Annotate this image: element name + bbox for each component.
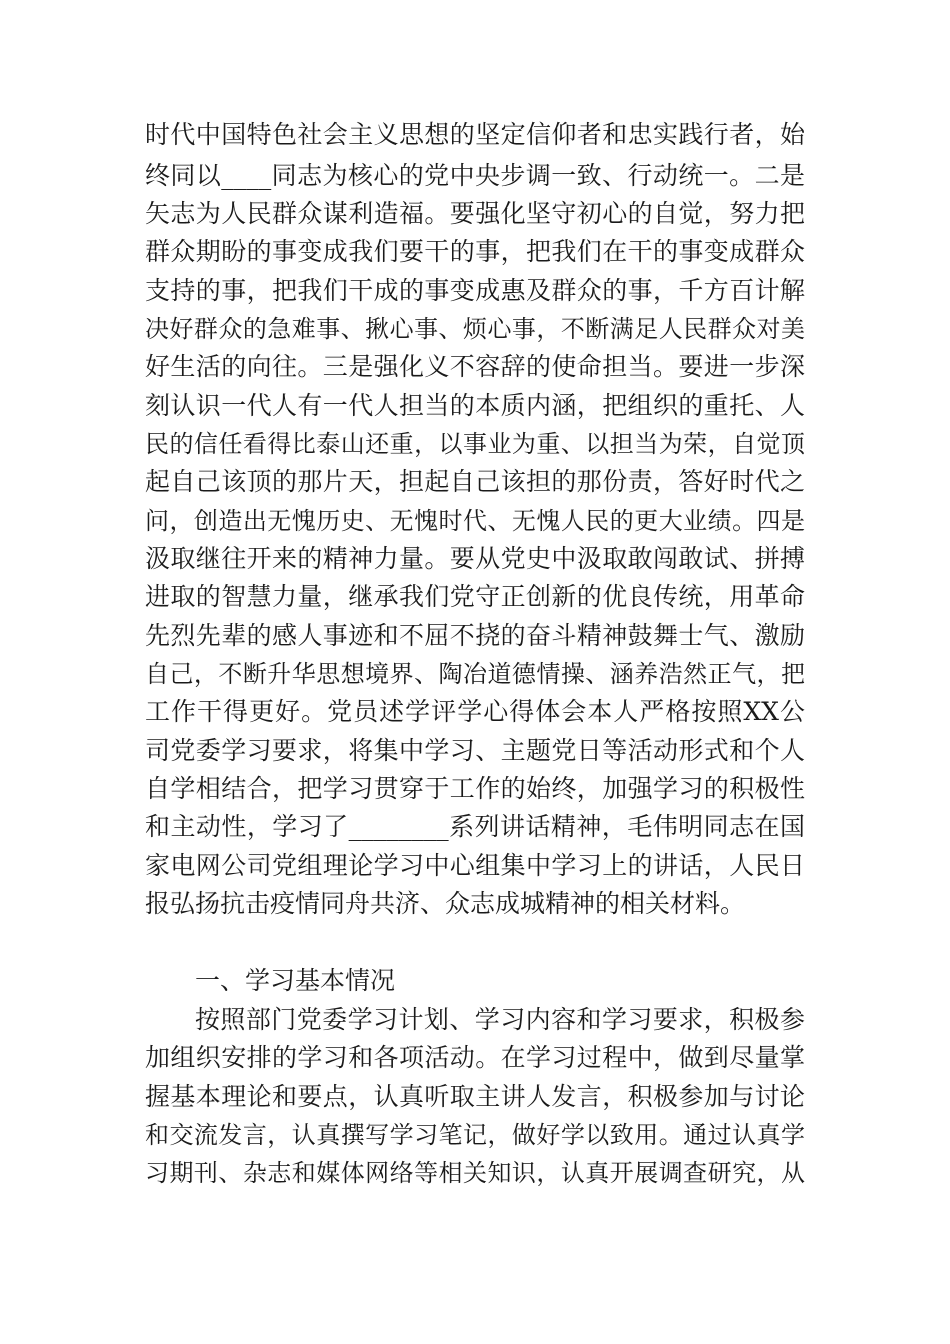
paragraph-line: 群众期盼的事变成我们要干的事，把我们在干的事变成群众	[145, 237, 805, 266]
paragraph-line: 民的信任看得比泰山还重，以事业为重、以担当为荣，自觉顶	[145, 430, 805, 458]
paragraph-line: 刻认识一代人有一代人担当的本质内涵，把组织的重托、人	[145, 391, 805, 420]
paragraph-line: 自己，不断升华思想境界、陶冶道德情操、涵养浩然正气，把	[145, 660, 805, 688]
paragraph-line: 和主动性，学习了________系列讲话精神，毛伟明同志在国	[145, 812, 805, 841]
paragraph-line: 时代中国特色社会主义思想的坚定信仰者和忠实践行者，始	[145, 120, 805, 149]
paragraph-line: 先烈先辈的感人事迹和不屈不挠的奋斗精神鼓舞士气、激励	[145, 621, 805, 650]
paragraph-line: 好生活的向往。三是强化义不容辞的使命担当。要进一步深	[145, 352, 805, 381]
paragraph-line: 决好群众的急难事、揪心事、烦心事，不断满足人民群众对美	[145, 315, 805, 343]
paragraph-line: 终同以____同志为核心的党中央步调一致、行动统一。二是	[145, 161, 805, 190]
paragraph-line: 加组织安排的学习和各项活动。在学习过程中，做到尽量掌	[145, 1043, 805, 1072]
paragraph-line: 司党委学习要求，将集中学习、主题党日等活动形式和个人	[145, 736, 805, 765]
paragraph-line: 支持的事，把我们干成的事变成惠及群众的事，千方百计解	[145, 276, 805, 305]
paragraph-line: 汲取继往开来的精神力量。要从党史中汲取敢闯敢试、拼搏	[145, 544, 805, 573]
paragraph-line: 报弘扬抗击疫情同舟共济、众志成城精神的相关材料。	[145, 889, 746, 918]
paragraph-line: 家电网公司党组理论学习中心组集中学习上的讲话，人民日	[145, 851, 805, 880]
paragraph-line: 和交流发言，认真撰写学习笔记，做好学以致用。通过认真学	[145, 1121, 805, 1149]
paragraph-line: 自学相结合，把学习贯穿于工作的始终，加强学习的积极性	[145, 774, 805, 803]
paragraph-line: 习期刊、杂志和媒体网络等相关知识，认真开展调查研究，从	[145, 1159, 805, 1187]
paragraph-line: 起自己该顶的那片天，担起自己该担的那份责，答好时代之	[145, 467, 805, 496]
section-heading: 一、学习基本情况	[195, 966, 396, 995]
paragraph-line: 握基本理论和要点，认真听取主讲人发言，积极参加与讨论	[145, 1082, 805, 1111]
paragraph-line: 工作干得更好。党员述学评学心得体会本人严格按照XX公	[145, 697, 805, 726]
paragraph-line: 问，创造出无愧历史、无愧时代、无愧人民的更大业绩。四是	[145, 507, 805, 535]
paragraph-line: 按照部门党委学习计划、学习内容和学习要求，积极参	[195, 1005, 805, 1034]
paragraph-line: 矢志为人民群众谋利造福。要强化坚守初心的自觉，努力把	[145, 199, 805, 228]
paragraph-line: 进取的智慧力量，继承我们党守正创新的优良传统，用革命	[145, 582, 805, 611]
